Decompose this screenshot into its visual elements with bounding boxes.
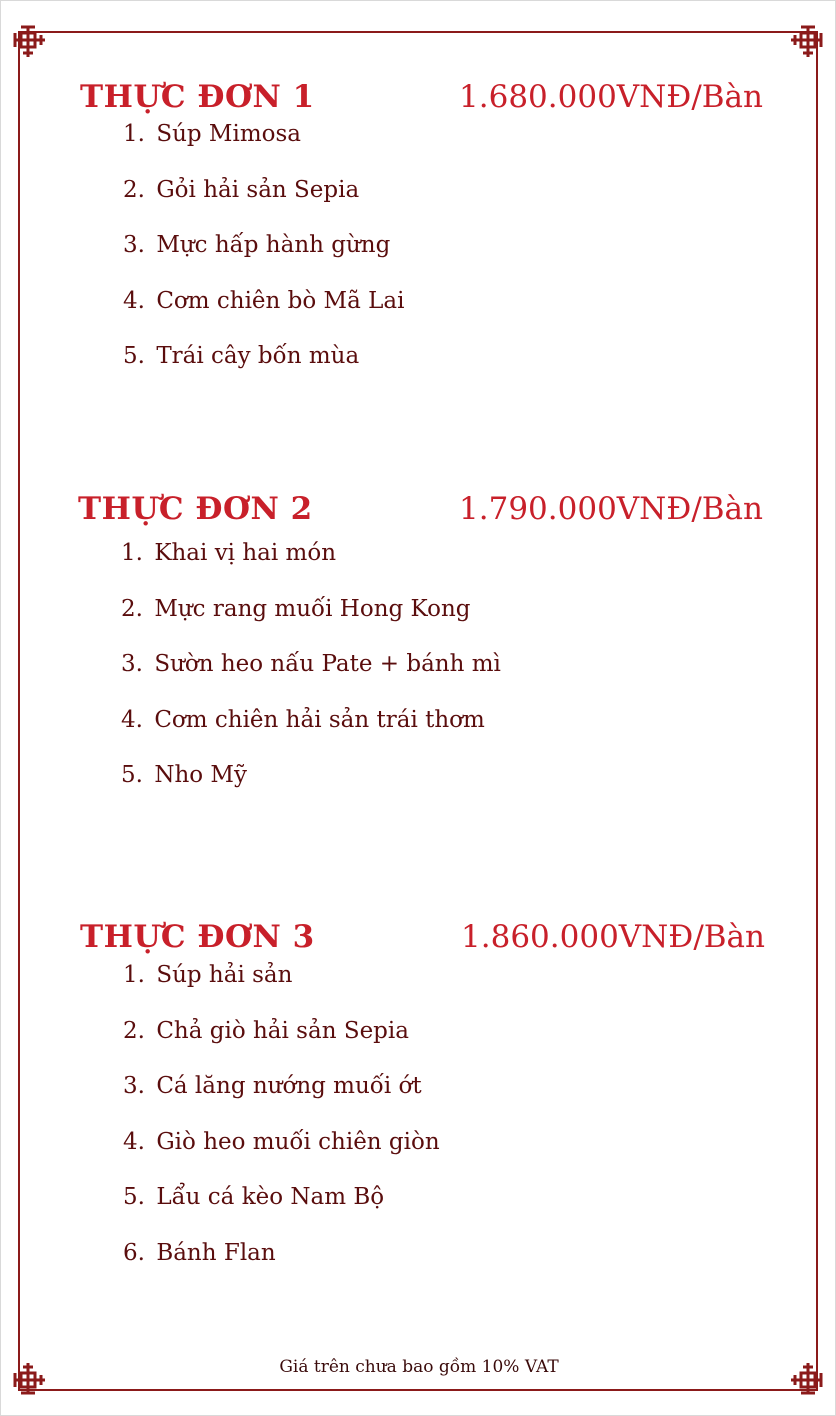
item-number: 2. — [123, 176, 145, 203]
vat-note: Giá trên chưa bao gồm 10% VAT — [279, 1357, 559, 1377]
menu-item — [1, 230, 836, 286]
ornamental-corner-top-left-icon — [11, 23, 61, 73]
menu-item — [1, 341, 836, 397]
item-name: Súp Mimosa — [156, 121, 301, 147]
item-name: Sườn heo nấu Pate + bánh mì — [154, 651, 501, 677]
item-name: Cá lăng nướng muối ớt — [156, 1073, 422, 1099]
menu-section-2 — [1, 491, 836, 813]
item-number: 1. — [123, 121, 145, 147]
menu-title: THỰC ĐƠN 2 — [78, 491, 313, 527]
menu-item-list — [1, 119, 836, 397]
menu-price: 1.860.000VNĐ/Bàn — [461, 919, 765, 955]
menu-title: THỰC ĐƠN 3 — [80, 919, 315, 955]
item-name: Gỏi hải sản Sepia — [156, 176, 360, 203]
menu-item — [1, 594, 836, 650]
menu-title: THỰC ĐƠN 1 — [80, 79, 315, 115]
item-number: 2. — [123, 1017, 145, 1044]
menu-header — [1, 79, 836, 123]
menu-item — [1, 1182, 836, 1238]
item-number: 1. — [123, 962, 145, 988]
menu-item — [1, 286, 836, 342]
menu-item — [1, 1127, 836, 1183]
menu-item-list — [1, 538, 836, 816]
menu-item — [1, 1016, 836, 1072]
item-name: Trái cây bốn mùa — [156, 343, 360, 369]
menu-price: 1.790.000VNĐ/Bàn — [459, 491, 763, 527]
menu-item — [1, 705, 836, 761]
menu-item — [1, 760, 836, 816]
item-name: Bánh Flan — [156, 1239, 276, 1266]
menu-item-list — [1, 960, 836, 1293]
menu-item — [1, 1238, 836, 1294]
item-number: 3. — [123, 232, 145, 258]
menu-section-3 — [1, 919, 836, 1296]
item-name: Chả giò hải sản Sepia — [156, 1017, 409, 1044]
menu-header — [1, 919, 836, 963]
item-name: Lẩu cá kèo Nam Bộ — [156, 1184, 385, 1210]
item-name: Cơm chiên bò Mã Lai — [156, 287, 405, 314]
item-name: Cơm chiên hải sản trái thơm — [154, 706, 485, 733]
item-number: 4. — [123, 287, 145, 314]
item-number: 5. — [121, 762, 143, 788]
item-number: 3. — [121, 651, 143, 677]
item-number: 4. — [123, 1128, 145, 1155]
menu-price: 1.680.000VNĐ/Bàn — [459, 79, 763, 115]
item-name: Nho Mỹ — [154, 762, 247, 788]
item-number: 6. — [123, 1239, 145, 1266]
menu-header — [1, 491, 836, 535]
item-number: 5. — [123, 1184, 145, 1210]
item-number: 5. — [123, 343, 145, 369]
item-name: Khai vị hai món — [154, 540, 337, 566]
menu-item — [1, 119, 836, 175]
item-name: Giò heo muối chiên giòn — [156, 1128, 440, 1155]
item-number: 3. — [123, 1073, 145, 1099]
item-name: Súp hải sản — [156, 962, 293, 988]
menu-section-1 — [1, 79, 836, 401]
ornamental-corner-top-right-icon — [775, 23, 825, 73]
item-number: 2. — [121, 595, 143, 622]
item-number: 4. — [121, 706, 143, 733]
menu-item — [1, 538, 836, 594]
item-number: 1. — [121, 540, 143, 566]
item-name: Mực rang muối Hong Kong — [154, 595, 471, 622]
menu-item — [1, 960, 836, 1016]
menu-item — [1, 649, 836, 705]
menu-item — [1, 1071, 836, 1127]
item-name: Mực hấp hành gừng — [156, 232, 391, 258]
menu-item — [1, 175, 836, 231]
